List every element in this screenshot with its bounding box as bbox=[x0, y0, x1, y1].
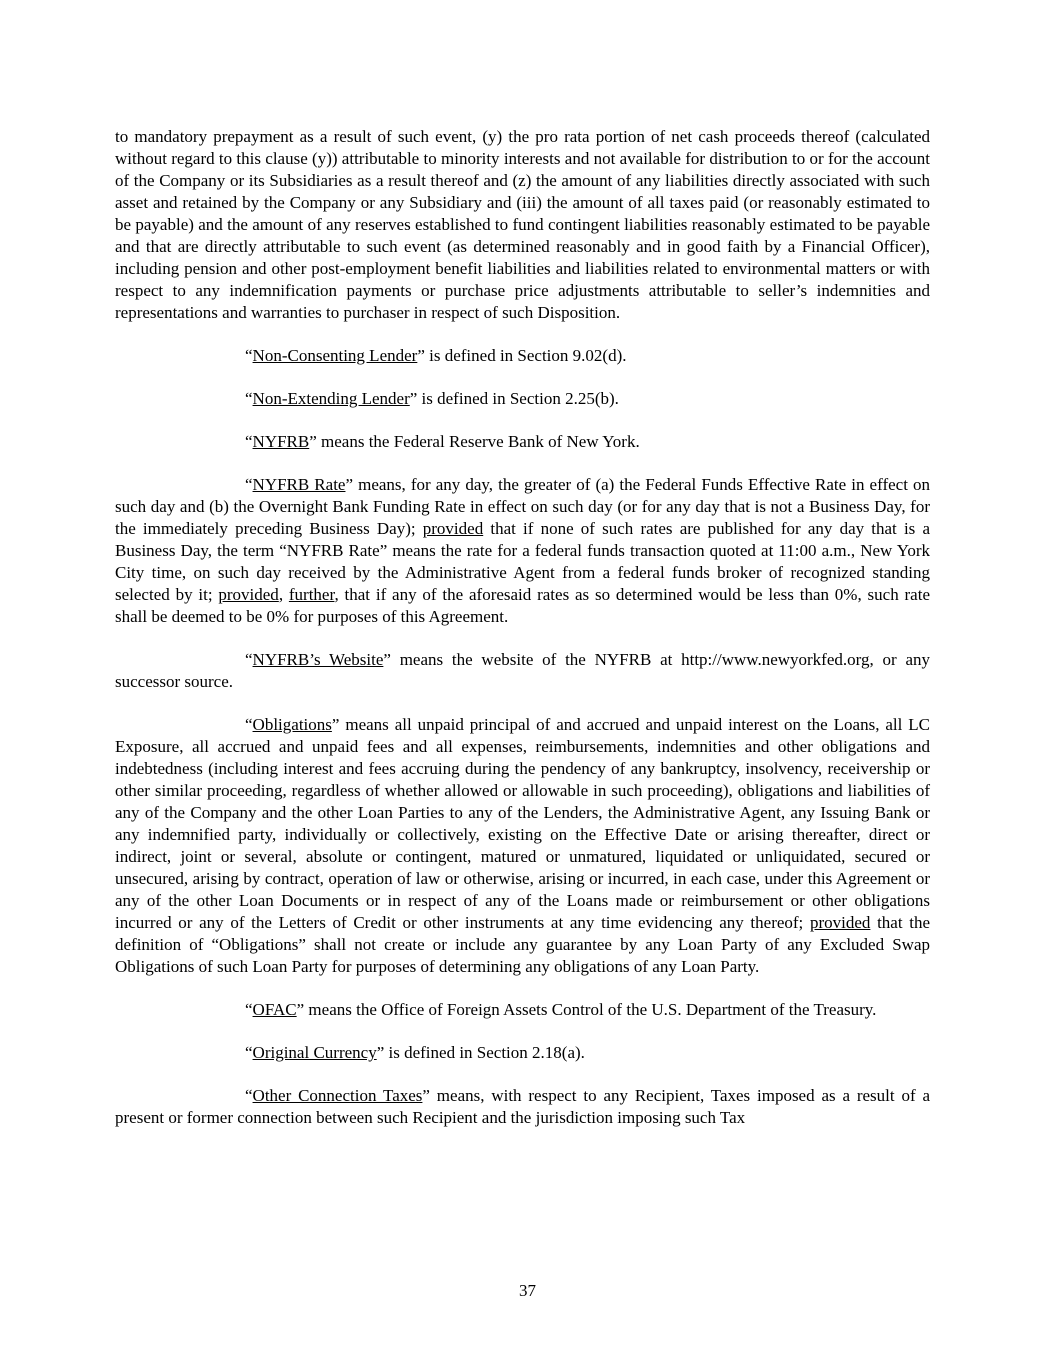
text-run: provided bbox=[218, 585, 279, 604]
text-run: “ bbox=[245, 389, 253, 408]
paragraph-non-consenting-lender-definition bbox=[115, 345, 930, 367]
paragraph-original-currency-definition bbox=[115, 1042, 930, 1064]
text-run: ” is defined in Section 2.18(a). bbox=[376, 1043, 585, 1062]
text-run: “ bbox=[245, 346, 253, 365]
paragraph-disposition-continuation bbox=[115, 126, 930, 324]
text-run: further bbox=[288, 585, 335, 604]
paragraph-nyfrb-website-definition bbox=[115, 649, 930, 693]
text-run: “ bbox=[245, 1086, 253, 1105]
text-run: provided bbox=[422, 519, 484, 538]
paragraph-ofac-definition bbox=[115, 999, 930, 1021]
text-run: “ bbox=[245, 715, 253, 734]
text-run: , bbox=[278, 585, 289, 604]
text-run: that if none of such rates are published for any day that is a Business Day, the term “NYFRB Rate” means the rate for a federal funds transaction quoted at 11:00 a.m., New York City time, on such day received by the Administrative Agent from a federal funds broker of recognized standing selected by it; bbox=[115, 519, 931, 604]
text-run: NYFRB Rate bbox=[252, 475, 346, 494]
text-run: , that if any of the aforesaid rates as so determined would be less than 0%, such rate shall be deemed to be 0% for purposes of this Agreement. bbox=[115, 585, 930, 626]
text-run: “ bbox=[245, 475, 253, 494]
text-run: OFAC bbox=[252, 1000, 297, 1019]
text-run: ” is defined in Section 2.25(b). bbox=[409, 389, 619, 408]
page-content bbox=[115, 126, 930, 1150]
text-run: Non-Consenting Lender bbox=[252, 346, 418, 365]
paragraph-obligations-definition bbox=[115, 714, 930, 978]
text-run: “ bbox=[245, 1043, 253, 1062]
text-run: “ bbox=[245, 650, 253, 669]
paragraph-non-extending-lender-definition bbox=[115, 388, 930, 410]
text-run: provided bbox=[809, 913, 871, 932]
text-run: Non-Extending Lender bbox=[252, 389, 410, 408]
text-run: to mandatory prepayment as a result of such event, (y) the pro rata portion of net cash proceeds thereof (calculated without regard to this clause (y)) attributable to minority interests and not available for distribution to or for the account of the Company or its Subsidiaries as a result thereof and (z) the amount of any liabilities directly associated with such asset and retained by the Company or any Subsidiary and (iii) the amount of all taxes paid (or reasonably estimated to be payable) and the amount of any reserves established to fund contingent liabilities reasonably estimated to be payable and that are directly attributable to such event (as determined reasonably and in good faith by a Financial Officer), including pension and other post-employment benefit liabilities and liabilities related to environmental matters or with respect to any indemnification payments or purchase price adjustments attributable to seller’s indemnities and representations and warranties to purchaser in respect of such Disposition. bbox=[115, 127, 930, 322]
text-run: ” means the Federal Reserve Bank of New York. bbox=[309, 432, 640, 451]
text-run: ” means, with respect to any Recipient, Taxes imposed as a result of a present or former connection between such Recipient and the jurisdiction imposing such Tax bbox=[115, 1086, 930, 1127]
text-run: Original Currency bbox=[252, 1043, 377, 1062]
text-run: ” is defined in Section 9.02(d). bbox=[417, 346, 627, 365]
paragraph-other-connection-taxes-definition bbox=[115, 1085, 930, 1129]
text-run: ” means, for any day, the greater of (a) the Federal Funds Effective Rate in effect on such day and (b) the Overnight Bank Funding Rate in effect on such day (or for any day that is not a Business Day, for the immediately preceding Business Day); bbox=[115, 475, 930, 538]
paragraph-nyfrb-rate-definition bbox=[115, 474, 930, 628]
text-run: ” means the website of the NYFRB at http://www.newyorkfed.org, or any successor source. bbox=[115, 650, 930, 691]
text-run: Obligations bbox=[252, 715, 332, 734]
text-run: ” means the Office of Foreign Assets Control of the U.S. Department of the Treasury. bbox=[296, 1000, 877, 1019]
text-run: Other Connection Taxes bbox=[252, 1086, 423, 1105]
text-run: “ bbox=[245, 432, 253, 451]
text-run: “ bbox=[245, 1000, 253, 1019]
text-run: that the definition of “Obligations” shall not create or include any guarantee by any Loan Party of any Excluded Swap Obligations of such Loan Party for purposes of determining any obligations of any Loan Party. bbox=[115, 913, 931, 976]
page-number: 37 bbox=[519, 1281, 536, 1300]
text-run: ” means all unpaid principal of and accrued and unpaid interest on the Loans, all LC Exposure, all accrued and unpaid fees and all expenses, reimbursements, indemnities and other obligations and indebtedness (including interest and fees accruing during the pendency of any bankruptcy, insolvency, receivership or other similar proceeding, regardless of whether allowed or allowable in such proceeding), obligations and liabilities of any of the Company and the other Loan Parties to any of the Lenders, the Administrative Agent, any Issuing Bank or any indemnified party, individually or collectively, existing on the Effective Date or arising thereafter, direct or indirect, joint or several, absolute or contingent, matured or unmatured, liquidated or unliquidated, secured or unsecured, arising by contract, operation of law or otherwise, arising or incurred, in each case, under this Agreement or any of the other Loan Documents or in respect of any of the Loans made or reimbursement or other obligations incurred or any of the Letters of Credit or other instruments at any time evidencing any thereof; bbox=[115, 715, 930, 932]
paragraph-nyfrb-definition bbox=[115, 431, 930, 453]
text-run: NYFRB’s Website bbox=[252, 650, 384, 669]
text-run: NYFRB bbox=[252, 432, 310, 451]
